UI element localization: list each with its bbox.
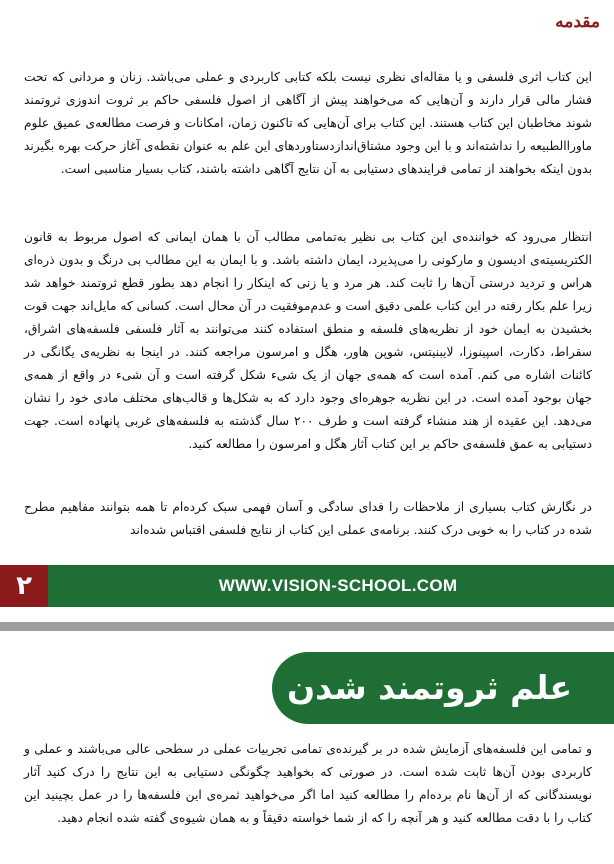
section-heading: مقدمه	[555, 12, 600, 32]
paragraph-intro-2: انتظار می‌رود که خواننده‌ی این کتاب بی نظیر به‌تمامی مطالب آن با همان ایمانی که اصول مربوط به قانون الکتریسیته‌ی ادیسون و مارکونی را می‌پذیرد، ایمان داشته باشد. و با ایمان به این مطالب بی درنگ و بدون ذره‌ای هراس و تردید درستی آن‌ها را ثابت کند. هر مرد و یا زنی که اینکار را انجام دهد بطور قطع ثروتمند خواهد شد زیرا علم بکار رفته در این کتاب علمی دقیق است و عدم‌موفقیت در آن محال است. کسانی که مایل‌اند جهت قوت بخشیدن به ایمان خود از نظریه‌های فلسفه و منطق استفاده کنند می‌توانند به آثار فلسفی فلسفه‌های اشراق، سقراط، دکارت، اسپینوزا، لایبنیتس، شوپن هاور، هگل و امرسون مراجعه کنند. در اینجا به نظریه‌ی یگانگی در کائنات اشاره می کنم. آمده است که همه‌ی جهان از یک شیء شکل گرفته است و آن شیء در واقع از همه‌ی جهان بوجود آمده است. در این نظریه جوهره‌ای وجود دارد که به شکل‌ها و قالب‌های مختلف مادی خود را نشان می‌دهد. این عقیده از هند منشاء گرفته است و طرف ۲۰۰ سال گذشته به فلسفه‌های غربی پانهاده است. جهت دستیابی به عمق فلسفه‌ی حاکم بر این کتاب آثار هگل و امرسون را مطالعه کنید.	[24, 230, 593, 451]
page-number: ۲	[0, 565, 48, 607]
paragraph-intro-3: در نگارش کتاب بسیاری از ملاحظات را فدای سادگی و آسان فهمی سبک کرده‌ام تا همه بتوانند مفاهیم مطرح شده در کتاب را به خوبی درک کنند. برنامه‌ی عملی این کتاب از نتایج فلسفی اقتباس شده‌اند	[24, 500, 592, 537]
paragraph-intro-1: این کتاب اثری فلسفی و یا مقاله‌ای نظری نیست بلکه کتابی کاربردی و عملی می‌باشد. زنان و مردانی که تحت فشار مالی قرار دارند و آن‌هایی که می‌خواهند پیش از آگاهی از اصول فلسفی حاکم بر ثروت اندوزی ثروتمند شوند مخاطبان این کتاب هستند. این کتاب برای آن‌هایی که تاکنون زمان، امکانات و فرصت مطالعه‌ی عمیق علوم ماوراالطبیعه را نداشته‌اند و با این وجود مشتاق‌اندازدستاوردهای این علم به عنوان نقطه‌ی آغاز حرکت بهره بگیرند بدون اینکه بخواهند از تمامی فرایندهای دستیابی به آن نتایج آگاهی داشته باشند، کتاب بسیار مناسبی است.	[24, 70, 592, 176]
chapter-title: علم ثروتمند شدن	[286, 668, 572, 707]
paragraph-chapter-1: و تمامی این فلسفه‌های آزمایش شده در بر گیرنده‌ی تمامی تجربیات عملی در سطحی عالی می‌باشند و عملی و کاربردی بودن آن‌ها ثابت شده است. در صورتی که بخواهید چگونگی دستیابی به این نتایج را درک کنید آثار نویسندگانی که از آن‌ها نام برده‌ام را مطالعه کنید اما اگر می‌خواهید ثمره‌ی این فلسفه‌ها را در عمل بچینید این کتاب را با دقت مطالعه کنید و هر آنچه را که از شما خواسته دقیقاً و به همان شیوه‌ی گفته شده انجام دهید.	[24, 742, 592, 825]
chapter-title-banner	[272, 652, 614, 724]
website-url: WWW.VISION-SCHOOL.COM	[218, 576, 458, 595]
page-divider	[0, 622, 614, 631]
page-footer	[0, 565, 614, 607]
